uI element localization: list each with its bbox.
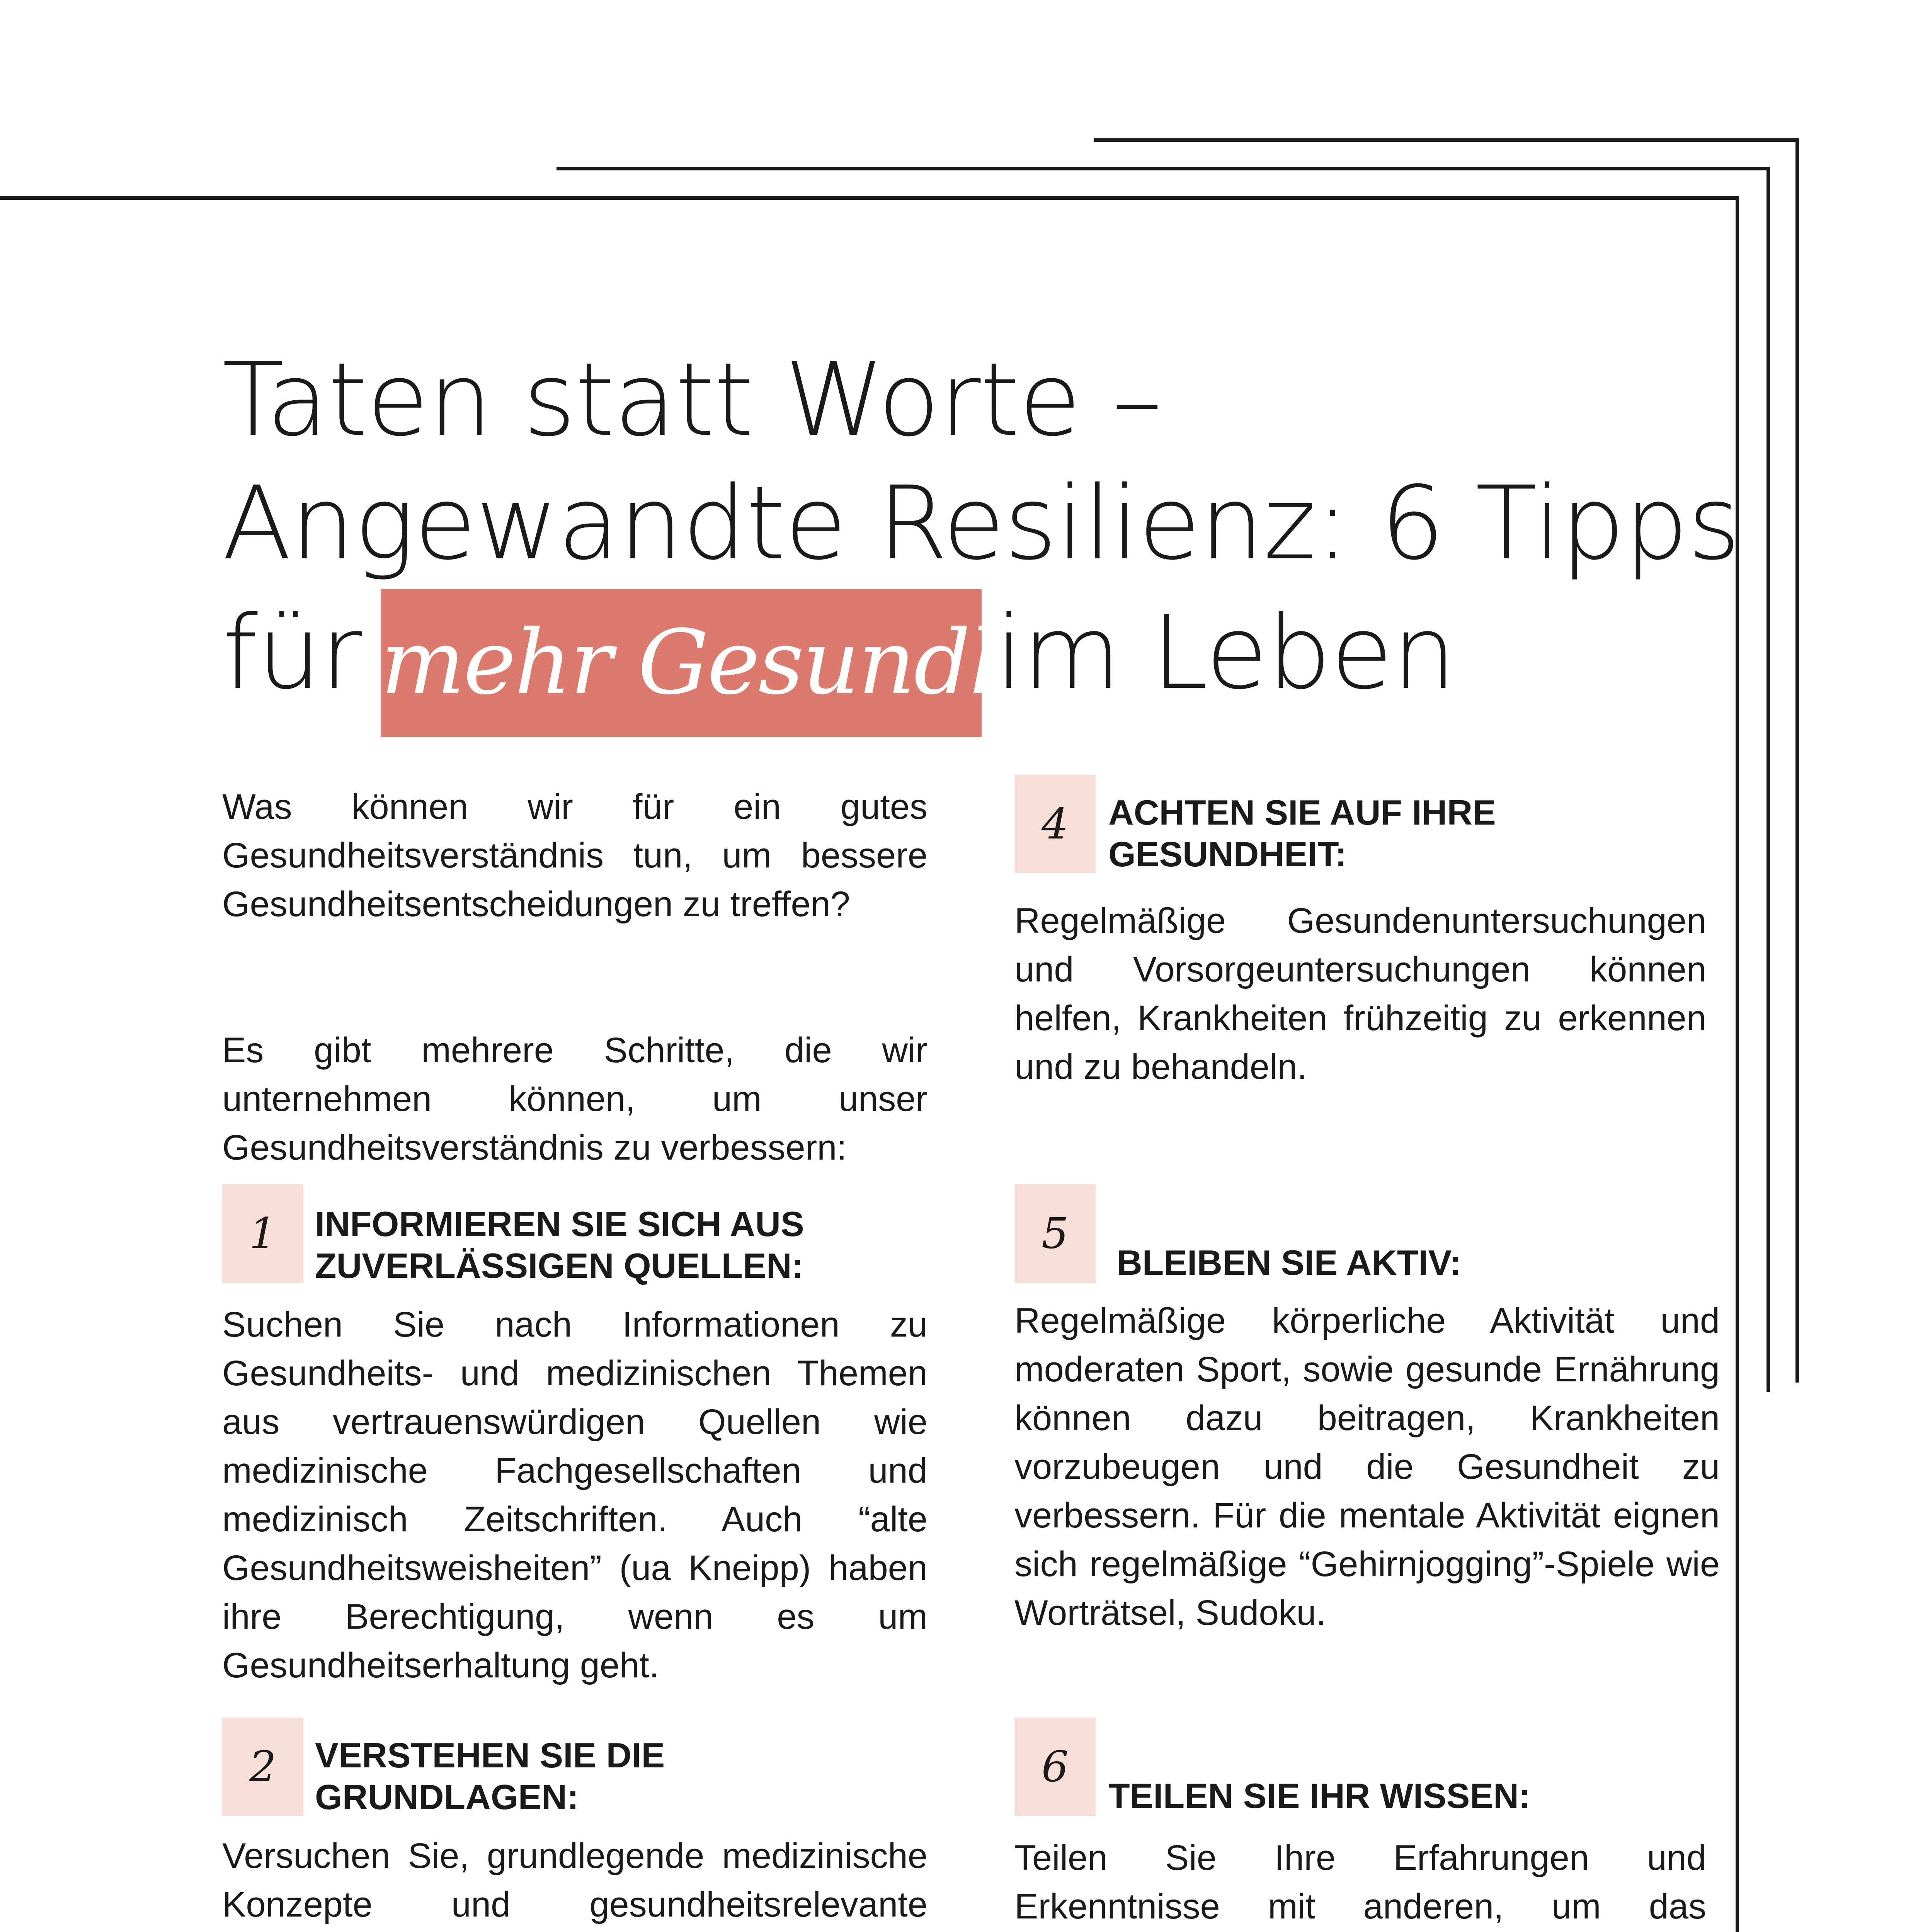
title-highlight-text: mehr Gesundheit — [381, 611, 1137, 714]
tip-4-number-box: 4 — [1014, 775, 1096, 873]
title-highlight-badge — [381, 589, 1137, 737]
title-line-3-suffix: im Leben — [995, 594, 1456, 712]
tip-4-text: Regelmäßige Gesundenuntersuchungen und Vorsorgeuntersuchungen können helfen, Krankheiten frühzeitig zu erkennen und zu behandeln. — [1014, 901, 1706, 1087]
tip-4-heading: ACHTEN SIE AUF IHRE GESUNDHEIT: — [1108, 793, 1496, 874]
tip-2-heading: VERSTEHEN SIE DIE GRUNDLAGEN: — [315, 1736, 665, 1817]
tip-2-number-box: 2 — [222, 1718, 303, 1816]
frame-line-right-1 — [1736, 196, 1739, 1932]
frame-line-right-3 — [1795, 138, 1799, 1383]
tip-6-number-box: 6 — [1014, 1718, 1096, 1816]
intro-paragraph-1: Was können wir für ein gutes Gesundheitsverständnis tun, um bessere Gesundheitsentscheidungen zu treffen? — [222, 787, 928, 924]
tip-5-heading: BLEIBEN SIE AKTIV: — [1117, 1243, 1462, 1282]
tip-6-text: Teilen Sie Ihre Erfahrungen und Erkenntnisse mit anderen, um das — [1014, 1838, 1706, 1926]
tip-1-number-box: 1 — [222, 1184, 303, 1283]
title-line-2: Angewandte Resilienz: 6 Tipps — [222, 464, 1740, 582]
intro-paragraph-2: Es gibt mehrere Schritte, die wir unternehmen können, um unser Gesundheitsverständnis zu verbessern: — [222, 1031, 928, 1167]
tip-2-text: Versuchen Sie, grundlegende medizinische Konzepte und gesundheitsrelevante — [222, 1836, 928, 1924]
tip-6-heading: TEILEN SIE IHR WISSEN: — [1108, 1777, 1531, 1816]
tip-1-text: Suchen Sie nach Informationen zu Gesundheits- und medizinischen Themen aus vertrauenswürdigen Quellen wie medizinische Fachgesellschaften und medizinisch Zeitschriften. Auch “alte Gesundheitsweisheiten” (ua Kneipp) haben ihre Berechtigung, wenn es um Gesundheitserhaltung geht. — [222, 1305, 928, 1685]
frame-line-top-3 — [1094, 138, 1799, 142]
title-line-3-prefix: für — [222, 594, 362, 712]
tip-1-heading: INFORMIEREN SIE SICH AUS ZUVERLÄSSIGEN QUELLEN: — [315, 1205, 804, 1286]
title-line-1: Taten statt Worte – — [222, 341, 1162, 459]
frame-line-top-2 — [557, 167, 1770, 170]
tip-5-text: Regelmäßige körperliche Aktivität und moderaten Sport, sowie gesunde Ernährung können dazu beitragen, Krankheiten vorzubeugen und die Gesundheit zu verbessern. Für die mentale Aktivität eignen sich regelmäßige “Gehirnjogging”-Spiele wie Worträtsel, Sudoku. — [1014, 1301, 1720, 1633]
frame-line-right-2 — [1767, 167, 1770, 1392]
frame-line-top-1 — [0, 196, 1739, 200]
tip-5-number-box: 5 — [1014, 1184, 1096, 1283]
